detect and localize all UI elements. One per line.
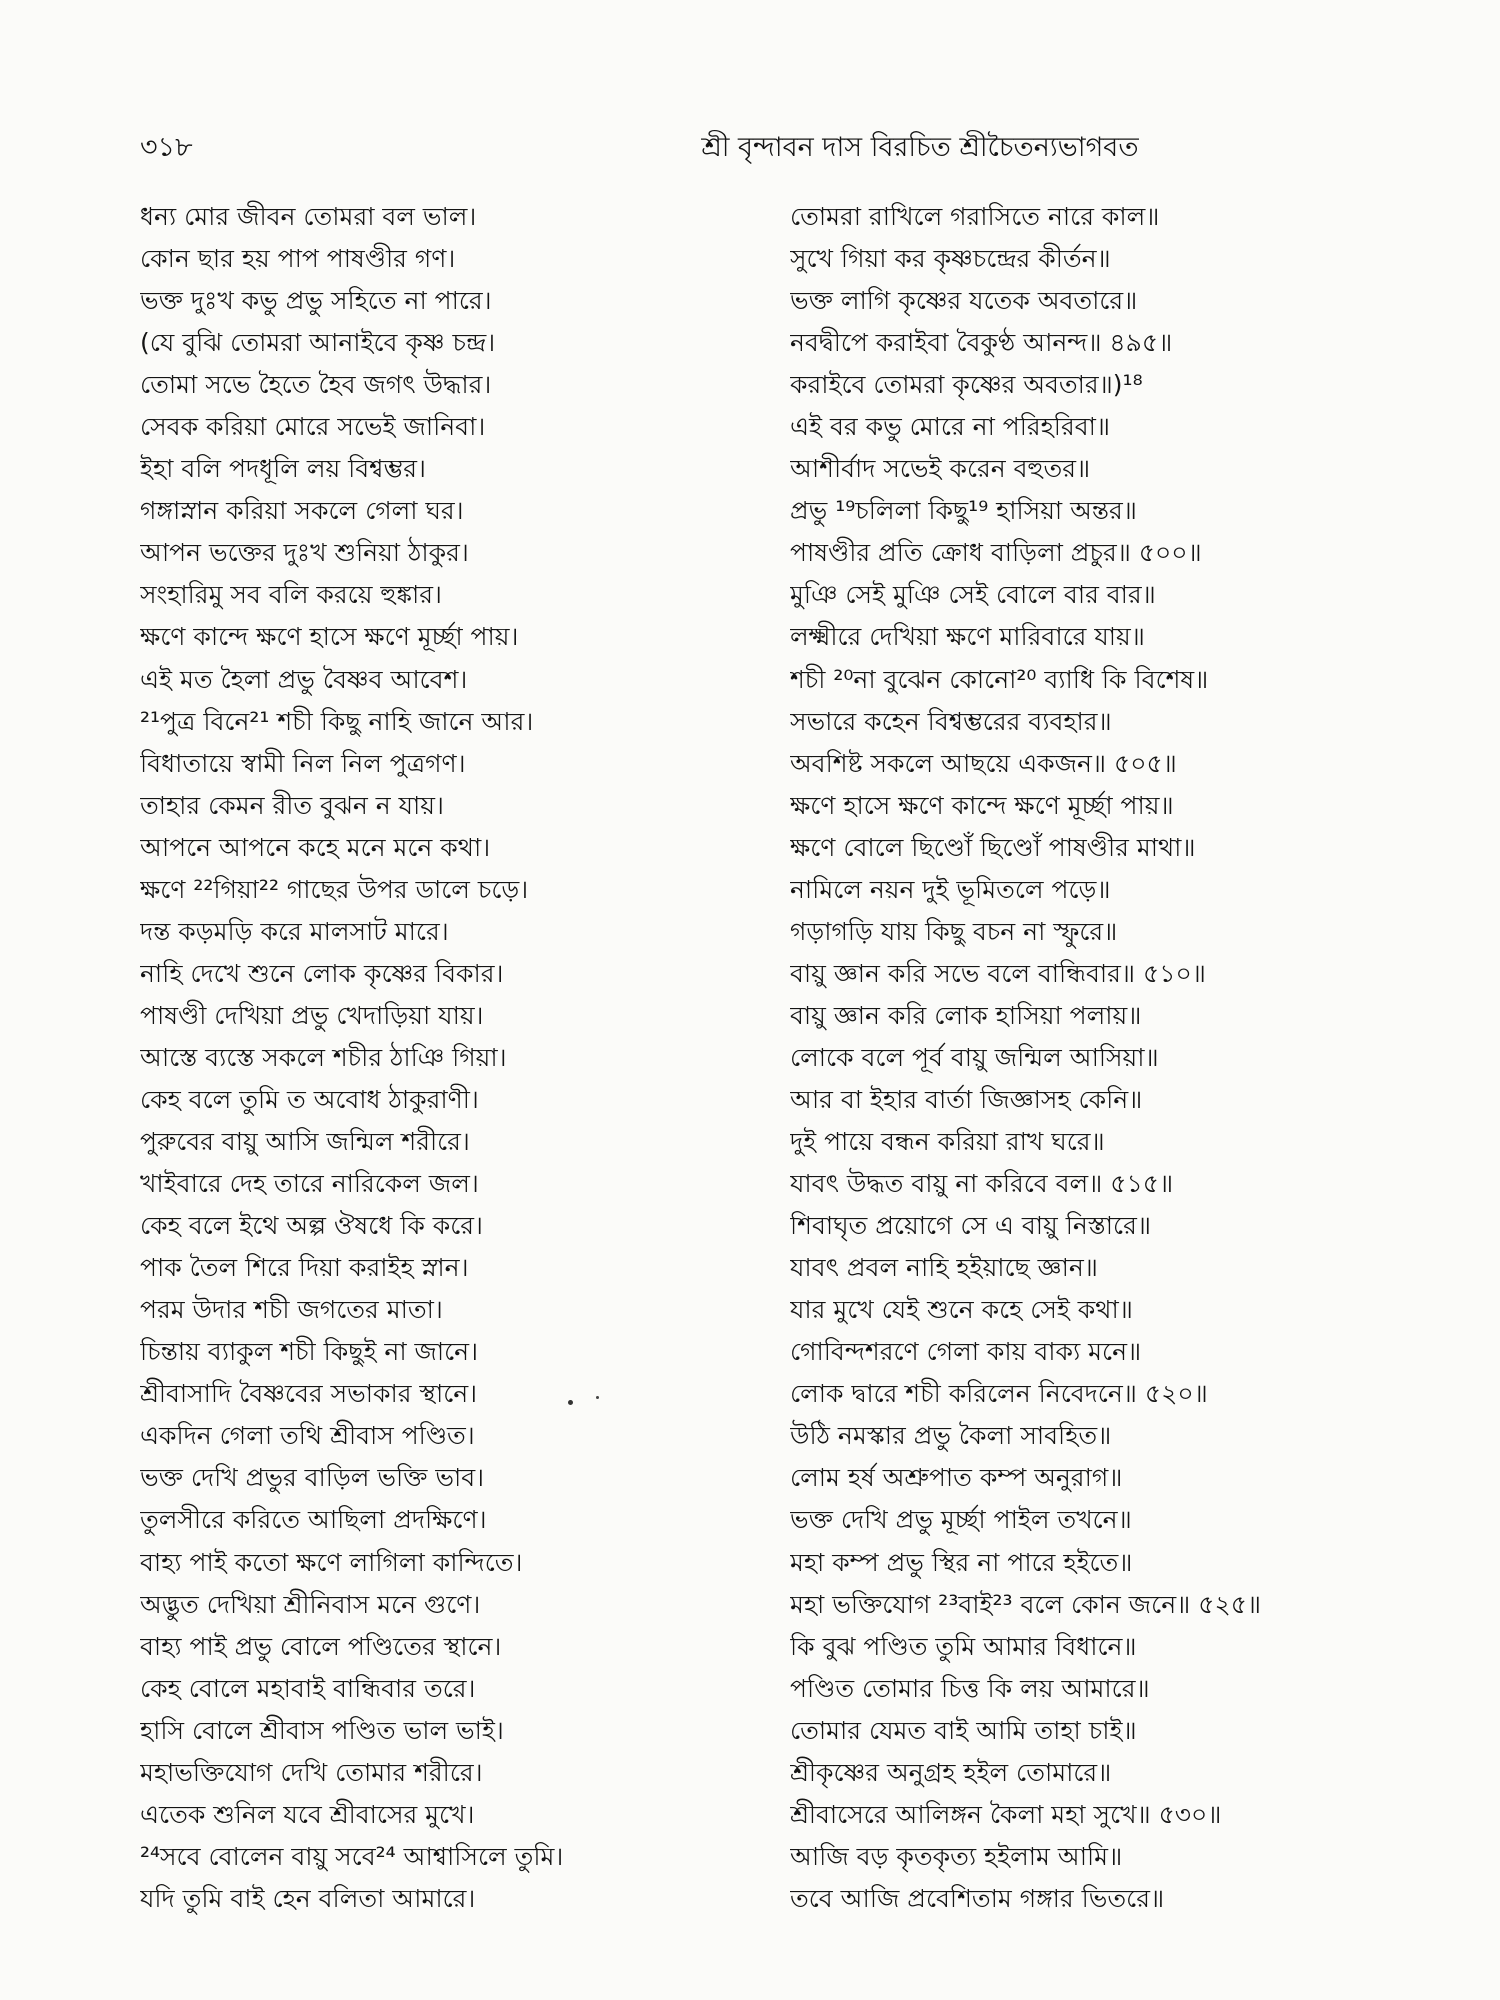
verse-line: আশীর্বাদ সভেই করেন বহুতর॥ [790, 454, 1091, 484]
verse-line: শিবাঘৃত প্রয়োগে সে এ বায়ু নিস্তারে॥ [790, 1211, 1151, 1241]
verse-line: শ্রীবাসেরে আলিঙ্গন কৈলা মহা সুখে॥ ৫৩০॥ [790, 1799, 1222, 1829]
verse-line: ভক্ত দুঃখ কভু প্রভু সহিতে না পারে। [140, 286, 492, 316]
verse-line: মহা কম্প প্রভু স্থির না পারে হইতে॥ [790, 1547, 1133, 1577]
right-verse-column [790, 196, 1430, 1920]
verse-line: ধন্য মোর জীবন তোমরা বল ভাল। [140, 202, 477, 231]
verse-line: তোমা সভে হৈতে হৈব জগৎ উদ্ধার। [140, 370, 492, 400]
verse-line: অবশিষ্ট সকলে আছয়ে একজন॥ ৫০৫॥ [790, 748, 1177, 778]
verse-line: লোম হর্ষ অশ্রুপাত কম্প অনুরাগ॥ [790, 1463, 1123, 1493]
verse-line: পণ্ডিত তোমার চিত্ত কি লয় আমারে॥ [790, 1673, 1150, 1703]
verse-line: কোন ছার হয় পাপ পাষণ্ডীর গণ। [140, 244, 456, 274]
running-title: শ্রী বৃন্দাবন দাস বিরচিত শ্রীচৈতন্যভাগবত [701, 132, 1139, 163]
verse-line: একদিন গেলা তথি শ্রীবাস পণ্ডিত। [140, 1421, 475, 1451]
verse-line: লোকে বলে পূর্ব বায়ু জন্মিল আসিয়া॥ [790, 1042, 1159, 1072]
verse-line: পাষণ্ডীর প্রতি ক্রোধ বাড়িলা প্রচুর॥ ৫০০॥ [790, 538, 1202, 568]
verse-line: পাষণ্ডী দেখিয়া প্রভু খেদাড়িয়া যায়। [140, 1000, 484, 1030]
verse-line: করাইবে তোমরা কৃষ্ণের অবতার॥)¹⁸ [790, 370, 1143, 400]
verse-line: শচী ²⁰না বুঝেন কোনো²⁰ ব্যাধি কি বিশেষ॥ [790, 664, 1209, 694]
verse-line: শ্রীকৃষ্ণের অনুগ্রহ হইল তোমারে॥ [790, 1757, 1112, 1787]
verse-line: ভক্ত দেখি প্রভুর বাড়িল ভক্তি ভাব। [140, 1463, 485, 1493]
verse-line: যাবৎ উদ্ধত বায়ু না করিবে বল॥ ৫১৫॥ [790, 1169, 1174, 1199]
verse-line: দুই পায়ে বন্ধন করিয়া রাখ ঘরে॥ [790, 1127, 1105, 1157]
verse-line: শ্রীবাসাদি বৈষ্ণবের সভাকার স্থানে। [140, 1379, 478, 1409]
verse-line: মহাভক্তিযোগ দেখি তোমার শরীরে। [140, 1757, 483, 1787]
verse-line: আজি বড় কৃতকৃত্য হইলাম আমি॥ [790, 1841, 1123, 1871]
verse-line: যদি তুমি বাই হেন বলিতা আমারে। [140, 1883, 476, 1913]
verse-line: গড়াগড়ি যায় কিছু বচন না স্ফুরে॥ [790, 916, 1118, 946]
page-number: ৩১৮ [140, 132, 193, 163]
verse-line: লোক দ্বারে শচী করিলেন নিবেদনে॥ ৫২০॥ [790, 1379, 1208, 1409]
verse-line: ক্ষণে বোলে ছিণ্ডোঁ ছিণ্ডোঁ পাষণ্ডীর মাথা॥ [790, 832, 1196, 862]
verse-line: সুখে গিয়া কর কৃষ্ণচন্দ্রের কীর্তন॥ [790, 244, 1111, 274]
verse-line: খাইবারে দেহ তারে নারিকেল জল। [140, 1169, 479, 1199]
verse-line: ²⁴সবে বোলেন বায়ু সবে²⁴ আশ্বাসিলে তুমি। [140, 1841, 564, 1871]
verse-line: তবে আজি প্রবেশিতাম গঙ্গার ভিতরে॥ [790, 1883, 1165, 1913]
verse-line: ইহা বলি পদধূলি লয় বিশ্বম্ভর। [140, 454, 426, 484]
verse-line: ভক্ত দেখি প্রভু মূর্চ্ছা পাইল তখনে॥ [790, 1505, 1132, 1535]
verse-line: সংহারিমু সব বলি করয়ে হুঙ্কার। [140, 580, 442, 610]
verse-line: অদ্ভুত দেখিয়া শ্রীনিবাস মনে গুণে। [140, 1589, 481, 1619]
verse-line: গোবিন্দশরণে গেলা কায় বাক্য মনে॥ [790, 1337, 1142, 1367]
ink-speck [568, 1400, 573, 1405]
left-verse-column [140, 196, 780, 1920]
verse-line: সেবক করিয়া মোরে সভেই জানিবা। [140, 412, 486, 442]
page-header [140, 128, 1360, 168]
verse-line: বিধাতায়ে স্বামী নিল নিল পুত্রগণ। [140, 748, 466, 778]
verse-line: উঠি নমস্কার প্রভু কৈলা সাবহিত॥ [790, 1421, 1112, 1451]
verse-line: ক্ষণে কান্দে ক্ষণে হাসে ক্ষণে মূর্চ্ছা পায়। [140, 622, 519, 652]
verse-line: ক্ষণে ²²গিয়া²² গাছের উপর ডালে চড়ে। [140, 874, 529, 904]
verse-line: গঙ্গাস্নান করিয়া সকলে গেলা ঘর। [140, 496, 464, 526]
verse-line: কেহ বলে তুমি ত অবোধ ঠাকুরাণী। [140, 1084, 479, 1114]
verse-line: মহা ভক্তিযোগ ²³বাই²³ বলে কোন জনে॥ ৫২৫॥ [790, 1589, 1262, 1619]
verse-line: হাসি বোলে শ্রীবাস পণ্ডিত ভাল ভাই। [140, 1715, 504, 1745]
verse-line: বায়ু জ্ঞান করি লোক হাসিয়া পলায়॥ [790, 1000, 1142, 1030]
verse-line: আপন ভক্তের দুঃখ শুনিয়া ঠাকুর। [140, 538, 469, 568]
verse-line: কেহ বলে ইথে অল্প ঔষধে কি করে। [140, 1211, 483, 1241]
verse-line: দন্ত কড়মড়ি করে মালসাট মারে। [140, 916, 449, 946]
verse-line: আস্তে ব্যস্তে সকলে শচীর ঠাঞি গিয়া। [140, 1042, 507, 1072]
verse-line: তাহার কেমন রীত বুঝন ন যায়। [140, 790, 444, 820]
verse-line: কি বুঝ পণ্ডিত তুমি আমার বিধানে॥ [790, 1631, 1137, 1661]
verse-line: আর বা ইহার বার্তা জিজ্ঞাসহ কেনি॥ [790, 1084, 1143, 1114]
verse-line: পাক তৈল শিরে দিয়া করাইহ স্নান। [140, 1253, 469, 1283]
verse-line: বাহ্য পাই কতো ক্ষণে লাগিলা কান্দিতে। [140, 1547, 523, 1577]
verse-line: এই মত হৈলা প্রভু বৈষ্ণব আবেশ। [140, 664, 468, 694]
verse-line: ²¹পুত্র বিনে²¹ শচী কিছু নাহি জানে আর। [140, 706, 534, 736]
verse-line: নাহি দেখে শুনে লোক কৃষ্ণের বিকার। [140, 958, 504, 988]
verse-line: (যে বুঝি তোমরা আনাইবে কৃষ্ণ চন্দ্র। [140, 328, 496, 358]
verse-line: ক্ষণে হাসে ক্ষণে কান্দে ক্ষণে মূর্চ্ছা পায়॥ [790, 790, 1174, 820]
verse-line: সভারে কহেন বিশ্বম্ভরের ব্যবহার॥ [790, 706, 1112, 736]
verse-line: বাহ্য পাই প্রভু বোলে পণ্ডিতের স্থানে। [140, 1631, 502, 1661]
verse-line: এতেক শুনিল যবে শ্রীবাসের মুখে। [140, 1799, 475, 1829]
verse-line: পুরুবের বায়ু আসি জন্মিল শরীরে। [140, 1127, 470, 1157]
verse-line: মুঞি সেই মুঞি সেই বোলে বার বার॥ [790, 580, 1156, 610]
verse-line: তুলসীরে করিতে আছিলা প্রদক্ষিণে। [140, 1505, 487, 1535]
verse-line: তোমার যেমত বাই আমি তাহা চাই॥ [790, 1715, 1137, 1745]
verse-line: যাবৎ প্রবল নাহি হইয়াছে জ্ঞান॥ [790, 1253, 1098, 1283]
verse-line: ভক্ত লাগি কৃষ্ণের যতেক অবতারে॥ [790, 286, 1138, 316]
ink-speck [596, 1396, 599, 1399]
verse-line: বায়ু জ্ঞান করি সভে বলে বান্ধিবার॥ ৫১০॥ [790, 958, 1206, 988]
verse-line: পরম উদার শচী জগতের মাতা। [140, 1295, 443, 1325]
verse-line: লক্ষ্মীরে দেখিয়া ক্ষণে মারিবারে যায়॥ [790, 622, 1145, 652]
verse-line: তোমরা রাখিলে গরাসিতে নারে কাল॥ [790, 202, 1160, 231]
verse-line: কেহ বোলে মহাবাই বান্ধিবার তরে। [140, 1673, 476, 1703]
verse-line: যার মুখে যেই শুনে কহে সেই কথা॥ [790, 1295, 1133, 1325]
verse-line: এই বর কভু মোরে না পরিহরিবা॥ [790, 412, 1111, 442]
verse-line: নামিলে নয়ন দুই ভূমিতলে পড়ে॥ [790, 874, 1111, 904]
verse-line: চিন্তায় ব্যাকুল শচী কিছুই না জানে। [140, 1337, 479, 1367]
verse-line: আপনে আপনে কহে মনে মনে কথা। [140, 832, 491, 862]
verse-line: প্রভু ¹⁹চলিলা কিছু¹⁹ হাসিয়া অন্তর॥ [790, 496, 1137, 526]
verse-line: নবদ্বীপে করাইবা বৈকুণ্ঠ আনন্দ॥ ৪৯৫॥ [790, 328, 1173, 358]
